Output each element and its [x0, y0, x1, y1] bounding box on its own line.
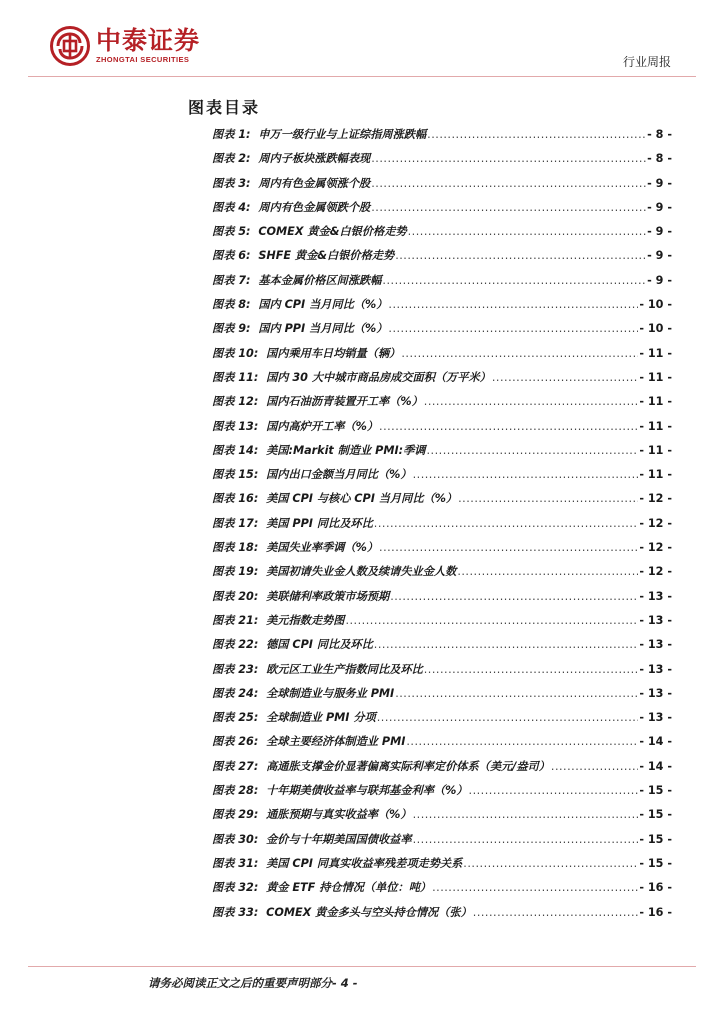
- toc-entry-title: 全球制造业与服务业 PMI: [266, 686, 395, 700]
- toc-entry-number: 图表 10:: [212, 346, 259, 360]
- toc-entry-page: - 12 -: [639, 516, 672, 530]
- toc-entry-title: 美国 PPI 同比及环比: [266, 516, 373, 530]
- toc-entry-number: 图表 3:: [212, 176, 251, 190]
- toc-entry-page: - 12 -: [639, 541, 672, 555]
- toc-dot-leader: [395, 249, 646, 262]
- toc-dot-leader: [426, 444, 638, 457]
- toc-dot-leader: [427, 128, 646, 141]
- toc-entry-number: 图表 17:: [212, 516, 259, 530]
- toc-dot-leader: [406, 735, 638, 748]
- toc-entry-title: 国内乘用车日均销量（辆）: [266, 346, 401, 360]
- toc-dot-leader: [424, 395, 639, 408]
- toc-entry-number: 图表 6:: [212, 249, 251, 263]
- toc-entry-page: - 9 -: [647, 249, 672, 263]
- toc-entry-number: 图表 9:: [212, 322, 251, 336]
- toc-entry-page: - 10 -: [639, 322, 672, 336]
- toc-entry[interactable]: [212, 636, 672, 660]
- toc-entry-title: 黄金 ETF 持仓情况（单位：吨）: [266, 881, 432, 895]
- toc-entry-title: 国内石油沥青装置开工率（%）: [266, 395, 423, 409]
- toc-dot-leader: [469, 784, 639, 797]
- toc-entry-page: - 9 -: [647, 225, 672, 239]
- toc-entry-title: 通胀预期与真实收益率（%）: [266, 808, 412, 822]
- toc-entry-title: 全球制造业 PMI 分项: [266, 711, 376, 725]
- toc-entry-number: 图表 5:: [212, 225, 251, 239]
- toc-entry[interactable]: [212, 345, 672, 369]
- header-divider: [28, 76, 696, 77]
- toc-dot-leader: [374, 517, 639, 530]
- toc-entry-number: 图表 18:: [212, 541, 259, 555]
- toc-entry-number: 图表 32:: [212, 881, 259, 895]
- toc-entry-title: 十年期美债收益率与联邦基金利率（%）: [266, 784, 468, 798]
- toc-entry-title: 周内有色金属领跌个股: [258, 200, 371, 214]
- toc-dot-leader: [551, 760, 638, 773]
- toc-entry-page: - 16 -: [639, 905, 672, 919]
- toc-entry[interactable]: [212, 831, 672, 855]
- toc-dot-leader: [379, 420, 638, 433]
- toc-entry-title: 国内 30 大中城市商品房成交面积（万平米）: [266, 370, 491, 384]
- toc-entry[interactable]: [212, 490, 672, 514]
- toc-entry-page: - 13 -: [639, 613, 672, 627]
- toc-entry-number: 图表 27:: [212, 759, 259, 773]
- toc-entry[interactable]: [212, 539, 672, 563]
- logo-chinese-name: 中泰证券: [96, 26, 201, 55]
- toc-entry[interactable]: [212, 758, 672, 782]
- toc-entry-number: 图表 26:: [212, 735, 259, 749]
- toc-entry[interactable]: [212, 855, 672, 879]
- toc-entry-page: - 8 -: [647, 152, 672, 166]
- toc-entry[interactable]: [212, 272, 672, 296]
- toc-entry-number: 图表 15:: [212, 468, 259, 482]
- toc-entry-title: 国内高炉开工率（%）: [266, 419, 379, 433]
- page-header: [0, 0, 724, 90]
- toc-entry-title: COMEX 黄金&白银价格走势: [258, 225, 407, 239]
- toc-entry-title: 金价与十年期美国国债收益率: [266, 832, 412, 846]
- toc-entry-number: 图表 33:: [212, 905, 259, 919]
- toc-entry-number: 图表 11:: [212, 370, 259, 384]
- toc-entry-title: 欧元区工业生产指数同比及环比: [266, 662, 423, 676]
- toc-entry[interactable]: [212, 418, 672, 442]
- toc-entry-title: 全球主要经济体制造业 PMI: [266, 735, 406, 749]
- toc-entry-number: 图表 2:: [212, 152, 251, 166]
- toc-entry-title: COMEX 黄金多头与空头持仓情况（张）: [266, 905, 472, 919]
- toc-entry-page: - 11 -: [639, 419, 672, 433]
- toc-entry-number: 图表 30:: [212, 832, 259, 846]
- toc-entry[interactable]: [212, 563, 672, 587]
- toc-entry[interactable]: [212, 661, 672, 685]
- toc-dot-leader: [413, 808, 639, 821]
- toc-dot-leader: [457, 565, 638, 578]
- toc-entry-number: 图表 31:: [212, 856, 259, 870]
- toc-dot-leader: [424, 663, 639, 676]
- toc-entry-title: 高通胀支撑金价显著偏离实际利率定价体系（美元/盎司）: [266, 759, 550, 773]
- toc-list: [212, 126, 672, 928]
- toc-heading: 图表目录: [188, 98, 261, 117]
- toc-entry-page: - 13 -: [639, 589, 672, 603]
- page-footer: [148, 975, 358, 991]
- toc-entry-page: - 16 -: [639, 881, 672, 895]
- toc-entry-title: 美国失业率季调（%）: [266, 541, 379, 555]
- toc-entry-page: - 13 -: [639, 711, 672, 725]
- toc-entry[interactable]: [212, 588, 672, 612]
- toc-entry-page: - 15 -: [639, 832, 672, 846]
- toc-entry-page: - 9 -: [647, 176, 672, 190]
- toc-entry[interactable]: [212, 223, 672, 247]
- toc-entry-number: 图表 29:: [212, 808, 259, 822]
- document-type-label: 行业周报: [622, 55, 671, 69]
- toc-entry-title: 国内 PPI 当月同比（%）: [258, 322, 388, 336]
- toc-dot-leader: [371, 152, 646, 165]
- toc-entry[interactable]: [212, 685, 672, 709]
- toc-dot-leader: [379, 541, 638, 554]
- toc-entry-number: 图表 24:: [212, 686, 259, 700]
- company-logo: [50, 26, 200, 66]
- toc-entry-page: - 15 -: [639, 856, 672, 870]
- toc-entry-title: 德国 CPI 同比及环比: [266, 638, 373, 652]
- toc-entry-number: 图表 8:: [212, 298, 251, 312]
- toc-entry[interactable]: [212, 806, 672, 830]
- toc-dot-leader: [371, 177, 646, 190]
- zhongtai-logo-icon: [50, 26, 90, 66]
- toc-entry-page: - 11 -: [639, 468, 672, 482]
- toc-entry[interactable]: [212, 199, 672, 223]
- toc-entry-title: 周内子板块涨跌幅表现: [258, 152, 371, 166]
- toc-dot-leader: [401, 347, 638, 360]
- toc-entry-title: 周内有色金属领涨个股: [258, 176, 371, 190]
- toc-dot-leader: [374, 638, 639, 651]
- toc-entry[interactable]: [212, 247, 672, 271]
- toc-entry[interactable]: [212, 515, 672, 539]
- toc-entry-page: - 11 -: [639, 346, 672, 360]
- toc-entry-title: 国内 CPI 当月同比（%）: [258, 298, 388, 312]
- toc-entry-number: 图表 25:: [212, 711, 259, 725]
- toc-entry-number: 图表 21:: [212, 613, 259, 627]
- toc-entry-page: - 13 -: [639, 638, 672, 652]
- toc-dot-leader: [395, 687, 638, 700]
- toc-dot-leader: [371, 201, 646, 214]
- toc-entry[interactable]: [212, 879, 672, 903]
- toc-entry[interactable]: [212, 320, 672, 344]
- toc-entry-title: 申万一级行业与上证综指周涨跌幅: [258, 128, 427, 141]
- toc-dot-leader: [377, 711, 639, 724]
- disclaimer-notice: 请务必阅读正文之后的重要声明部分: [148, 976, 332, 990]
- toc-entry-page: - 11 -: [639, 370, 672, 384]
- toc-entry-page: - 9 -: [647, 273, 672, 287]
- toc-entry-number: 图表 16:: [212, 492, 259, 506]
- toc-entry-title: 美国 CPI 与核心 CPI 当月同比（%）: [266, 492, 458, 506]
- toc-entry[interactable]: [212, 466, 672, 490]
- toc-entry-number: 图表 23:: [212, 662, 259, 676]
- toc-entry-page: - 10 -: [639, 298, 672, 312]
- toc-dot-leader: [432, 881, 638, 894]
- toc-entry-number: 图表 14:: [212, 443, 259, 457]
- toc-entry-page: - 15 -: [639, 808, 672, 822]
- toc-dot-leader: [388, 298, 638, 311]
- toc-entry-page: - 11 -: [639, 395, 672, 409]
- toc-dot-leader: [382, 274, 646, 287]
- toc-entry-title: SHFE 黄金&白银价格走势: [258, 249, 395, 263]
- toc-entry-title: 美元指数走势图: [266, 613, 345, 627]
- toc-entry-page: - 13 -: [639, 662, 672, 676]
- toc-entry-number: 图表 12:: [212, 395, 259, 409]
- toc-entry[interactable]: [212, 369, 672, 393]
- logo-english-name: ZHONGTAI SECURITIES: [96, 55, 190, 64]
- toc-entry-number: 图表 13:: [212, 419, 259, 433]
- toc-entry-title: 美国 CPI 同真实收益率残差项走势关系: [266, 856, 463, 870]
- toc-entry[interactable]: [212, 150, 672, 174]
- toc-dot-leader: [413, 468, 639, 481]
- toc-entry-page: - 14 -: [639, 735, 672, 749]
- toc-entry[interactable]: [212, 733, 672, 757]
- toc-entry[interactable]: [212, 442, 672, 466]
- toc-entry-title: 基本金属价格区间涨跌幅: [258, 273, 382, 287]
- toc-entry-page: - 15 -: [639, 784, 672, 798]
- toc-entry-title: 国内出口金额当月同比（%）: [266, 468, 412, 482]
- toc-entry[interactable]: [212, 612, 672, 636]
- toc-entry[interactable]: [212, 904, 672, 928]
- toc-dot-leader: [390, 590, 638, 603]
- toc-entry-page: - 12 -: [639, 565, 672, 579]
- toc-entry-page: - 14 -: [639, 759, 672, 773]
- toc-entry-page: - 9 -: [647, 200, 672, 214]
- toc-entry-number: 图表 20:: [212, 589, 259, 603]
- toc-entry-page: - 13 -: [639, 686, 672, 700]
- toc-dot-leader: [458, 492, 638, 505]
- toc-entry-title: 美联储利率政策市场预期: [266, 589, 390, 603]
- toc-entry[interactable]: [212, 296, 672, 320]
- toc-entry-number: 图表 1:: [212, 128, 251, 141]
- toc-entry-number: 图表 19:: [212, 565, 259, 579]
- toc-dot-leader: [463, 857, 638, 870]
- footer-divider: [28, 966, 696, 967]
- toc-dot-leader: [413, 833, 639, 846]
- toc-dot-leader: [345, 614, 638, 627]
- toc-entry-page: - 11 -: [639, 443, 672, 457]
- toc-entry[interactable]: [212, 175, 672, 199]
- toc-entry-page: - 12 -: [639, 492, 672, 506]
- toc-dot-leader: [408, 225, 647, 238]
- toc-entry-number: 图表 22:: [212, 638, 259, 652]
- page-number: - 4 -: [332, 976, 358, 990]
- toc-dot-leader: [492, 371, 639, 384]
- toc-entry-page: - 8 -: [647, 128, 672, 141]
- toc-entry[interactable]: [212, 709, 672, 733]
- toc-entry-title: 美国:Markit 制造业 PMI:季调: [266, 443, 426, 457]
- toc-entry-number: 图表 28:: [212, 784, 259, 798]
- toc-entry[interactable]: [212, 126, 672, 150]
- toc-entry-title: 美国初请失业金人数及续请失业金人数: [266, 565, 457, 579]
- toc-entry-number: 图表 7:: [212, 273, 251, 287]
- toc-entry-number: 图表 4:: [212, 200, 251, 214]
- toc-entry[interactable]: [212, 393, 672, 417]
- toc-dot-leader: [473, 906, 639, 919]
- toc-entry[interactable]: [212, 782, 672, 806]
- toc-dot-leader: [388, 322, 638, 335]
